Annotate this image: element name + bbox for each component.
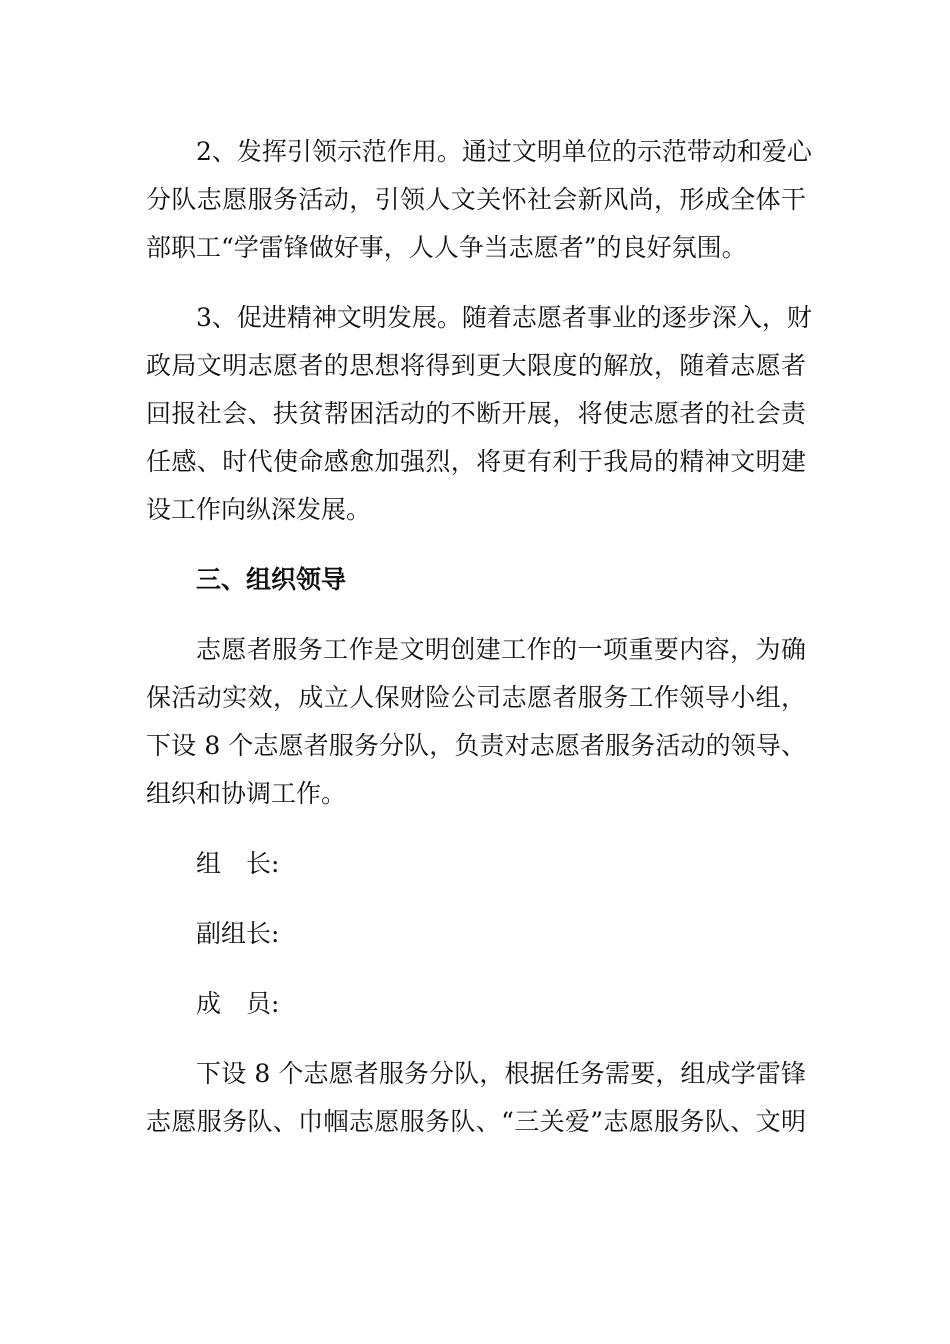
paragraph-line: 保活动实效，成立人保财险公司志愿者服务工作领导小组， xyxy=(146,683,806,712)
paragraph-line: 任感、时代使命感愈加强烈，将更有利于我局的精神文明建 xyxy=(146,447,806,476)
paragraph-line: 下设 8 个志愿者服务分队，负责对志愿者服务活动的领导、 xyxy=(146,731,806,760)
document-body xyxy=(146,128,812,1146)
paragraph-spiritual-civilization xyxy=(146,294,812,534)
section-heading: 三、组织领导 xyxy=(196,565,347,594)
role-members-label-b: 员: xyxy=(246,989,280,1018)
paragraph-line: 志愿服务队、巾帼志愿服务队、“三关爱”志愿服务队、文明 xyxy=(146,1107,806,1136)
paragraph-line: 2、发挥引领示范作用。通过文明单位的示范带动和爱心 xyxy=(196,137,812,166)
paragraph-organization xyxy=(146,626,806,818)
paragraph-line: 下设 8 个志愿者服务分队，根据任务需要，组成学雷锋 xyxy=(196,1059,806,1088)
paragraph-role-model xyxy=(146,128,812,272)
paragraph-line: 设工作向纵深发展。 xyxy=(146,495,372,524)
role-members xyxy=(146,980,806,1028)
role-leader-label-b: 长: xyxy=(246,849,280,878)
role-leader-label-a: 组 xyxy=(196,849,222,878)
role-members-label-a: 成 xyxy=(196,989,222,1018)
role-deputy-leader: 副组长: xyxy=(196,919,280,948)
paragraph-line: 回报社会、扶贫帮困活动的不断开展，将使志愿者的社会责 xyxy=(146,399,806,428)
role-leader xyxy=(146,840,806,888)
paragraph-line: 部职工“学雷锋做好事，人人争当志愿者”的良好氛围。 xyxy=(146,233,747,262)
paragraph-line: 分队志愿服务活动，引领人文关怀社会新风尚，形成全体干 xyxy=(146,185,806,214)
paragraph-service-teams xyxy=(146,1050,806,1146)
paragraph-line: 政局文明志愿者的思想将得到更大限度的解放，随着志愿者 xyxy=(146,351,806,380)
paragraph-line: 志愿者服务工作是文明创建工作的一项重要内容，为确 xyxy=(196,635,806,664)
paragraph-line: 组织和协调工作。 xyxy=(146,779,347,808)
paragraph-line: 3、促进精神文明发展。随着志愿者事业的逐步深入，财 xyxy=(196,303,812,332)
